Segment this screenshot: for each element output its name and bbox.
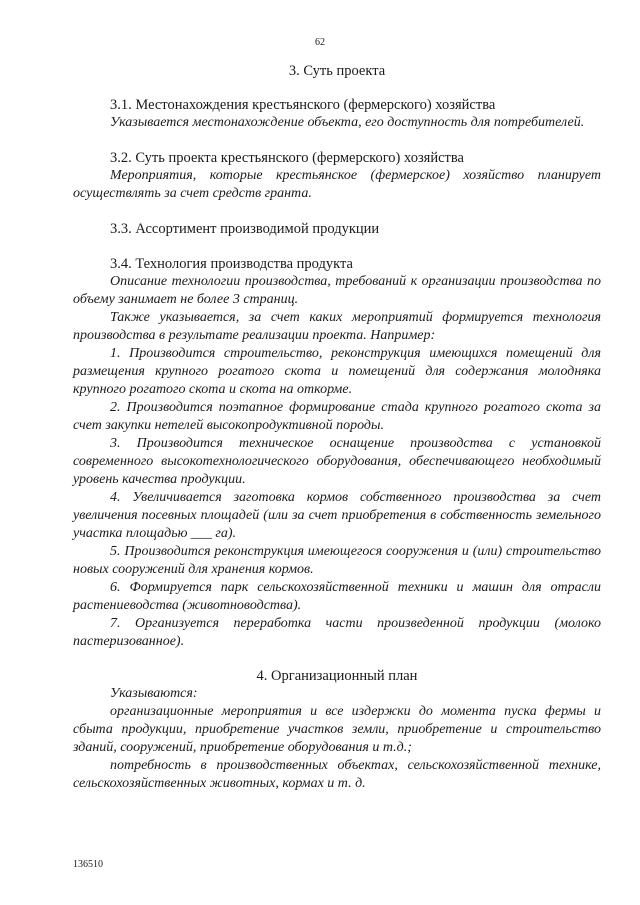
list-item: 1. Производится строительство, реконструкция имеющихся помещений для размещения крупного рогатого скота и помещений для содержания молодняка крупного рогатого скота и скота на откорме. [73, 346, 601, 397]
section-3-title: 3. Суть проекта [288, 63, 386, 79]
list-item: 2. Производится поэтапное формирование стада крупного рогатого скота за счет закупки нетелей высокопродуктивной породы. [73, 400, 601, 433]
paragraph: потребность в производственных объектах, сельскохозяйственной технике, сельскохозяйственных животных, кормах и т. д. [73, 758, 601, 791]
list-item: 6. Формируется парк сельскохозяйственной техники и машин для отрасли растениеводства (животноводства). [73, 580, 601, 613]
paragraph: Описание технологии производства, требований к организации производства по объему занимает не более 3 страниц. [73, 274, 601, 307]
list-item: 7. Организуется переработка части произведенной продукции (молоко пастеризованное). [73, 616, 601, 649]
paragraph: организационные мероприятия и все издержки до момента пуска фермы и сбыта продукции, приобретение участков земли, приобретение и строительство зданий, сооружений, приобретение оборудования и т.д.; [73, 704, 601, 755]
subsection-3-2-text: Мероприятия, которые крестьянское (фермерское) хозяйство планирует осуществлять за счет средств гранта. [73, 168, 601, 201]
list-item: 5. Производится реконструкция имеющегося сооружения и (или) строительство новых сооружений для хранения кормов. [73, 544, 601, 577]
document-body [73, 62, 601, 793]
subsection-3-2-title: 3.2. Суть проекта крестьянского (фермерского) хозяйства [110, 150, 464, 166]
subsection-3-4-title: 3.4. Технология производства продукта [110, 256, 353, 272]
document-code: 136510 [73, 859, 103, 870]
section-4-title: 4. Организационный план [256, 668, 418, 684]
subsection-3-1-text: Указывается местонахождение объекта, его доступность для потребителей. [110, 115, 585, 130]
subsection-3-1-title: 3.1. Местонахождения крестьянского (фермерского) хозяйства [110, 97, 496, 113]
paragraph: Также указывается, за счет каких мероприятий формируется технология производства в результате реализации проекта. Например: [73, 310, 601, 343]
paragraph: Указываются: [110, 686, 198, 701]
list-item: 4. Увеличивается заготовка кормов собственного производства за счет увеличения посевных площадей (или за счет приобретения в собственность земельного участка площадью ___ га). [73, 490, 601, 541]
page-number: 62 [315, 37, 325, 48]
list-item: 3. Производится техническое оснащение производства с установкой современного высокотехнологического оборудования, обеспечивающего необходимый уровень качества продукции. [73, 436, 601, 487]
subsection-3-3-title: 3.3. Ассортимент производимой продукции [110, 221, 380, 237]
